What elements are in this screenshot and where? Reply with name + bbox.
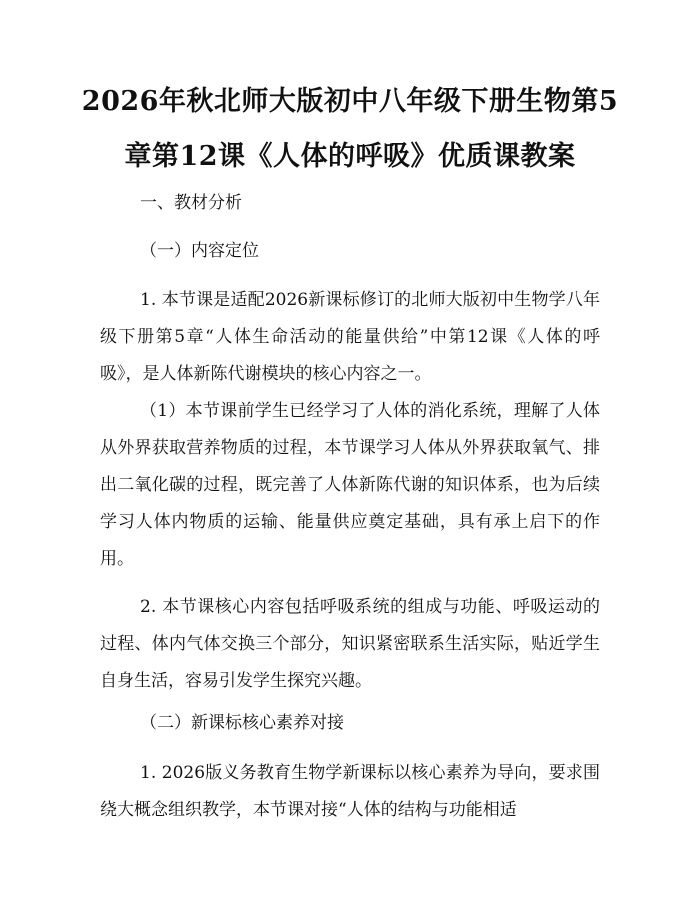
- document-title-line-2: 章第12课《人体的呼吸》优质课教案: [124, 141, 576, 172]
- paragraph-1: 1. 本节课是适配2026新课标修订的北师大版初中生物学八年级下册第5章“人体生命活动的能量供给”中第12课《人体的呼吸》，是人体新陈代谢模块的核心内容之一。: [100, 290, 600, 384]
- paragraph-3: 2. 本节课核心内容包括呼吸系统的组成与功能、呼吸运动的过程、体内气体交换三个部分，知识紧密联系生活实际，贴近学生自身生活，容易引发学生探究兴趣。: [100, 597, 600, 691]
- subsection-heading-content-positioning: （一）内容定位: [140, 241, 259, 261]
- subsection-heading-core-literacy: （二）新课标核心素养对接: [140, 713, 344, 733]
- paragraph-2: （1）本节课前学生已经学习了人体的消化系统，理解了人体从外界获取营养物质的过程，本节课学习人体从外界获取氧气、排出二氧化碳的过程，既完善了人体新陈代谢的知识体系，也为后续学习人体内物质的运输、能量供应奠定基础，具有承上启下的作用。: [100, 401, 600, 569]
- section-heading-textbook-analysis: 一、教材分析: [140, 193, 242, 213]
- paragraph-4: 1. 2026版义务教育生物学新课标以核心素养为导向，要求围绕大概念组织教学，本节课对接“人体的结构与功能相适: [100, 763, 600, 820]
- document-title-line-1: 2026年秋北师大版初中八年级下册生物第5: [81, 86, 619, 117]
